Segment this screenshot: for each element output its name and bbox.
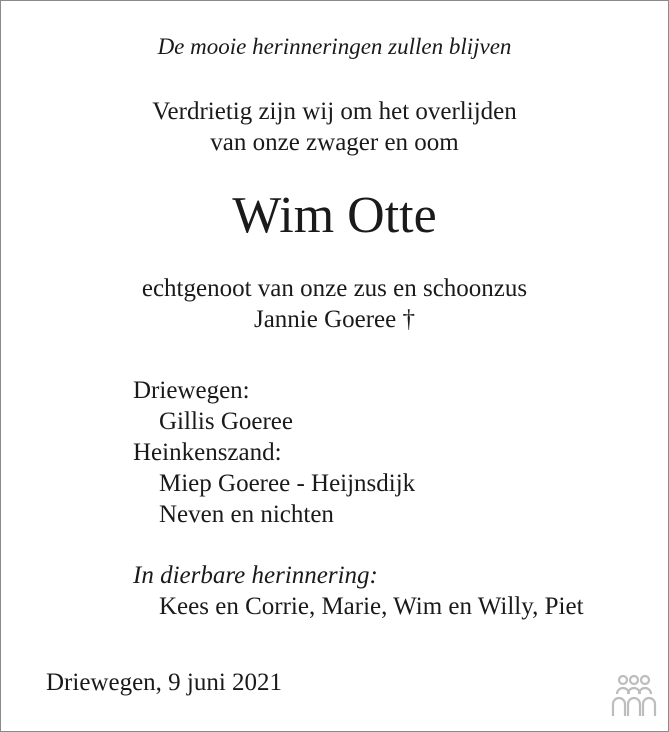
memorial-heading: In dierbare herinnering:: [133, 562, 378, 589]
relatives-name: Neven en nichten: [159, 501, 334, 528]
place-date: Driewegen, 9 juni 2021: [46, 669, 283, 696]
relatives-name: Gillis Goeree: [159, 408, 293, 435]
spouse-line-1: echtgenoot van onze zus en schoonzus: [141, 275, 528, 302]
deceased-name: Wim Otte: [232, 187, 437, 244]
spouse-text: [0, 273, 669, 335]
memorial-names: Kees en Corrie, Marie, Wim en Willy, Piet: [159, 593, 584, 620]
relatives-name: Miep Goeree - Heijnsdijk: [159, 470, 416, 497]
spouse-line-2: Jannie Goeree †: [253, 306, 416, 333]
people-group-logo-icon: [609, 674, 659, 718]
relatives-place-2: Heinkenszand:: [133, 439, 282, 466]
relatives-place-1: Driewegen:: [133, 377, 250, 404]
intro-line-2: van onze zwager en oom: [210, 129, 459, 156]
intro-line-1: Verdrietig zijn wij om het overlijden: [152, 98, 517, 125]
intro-text: [0, 96, 669, 158]
motto: De mooie herinneringen zullen blijven: [157, 34, 512, 59]
